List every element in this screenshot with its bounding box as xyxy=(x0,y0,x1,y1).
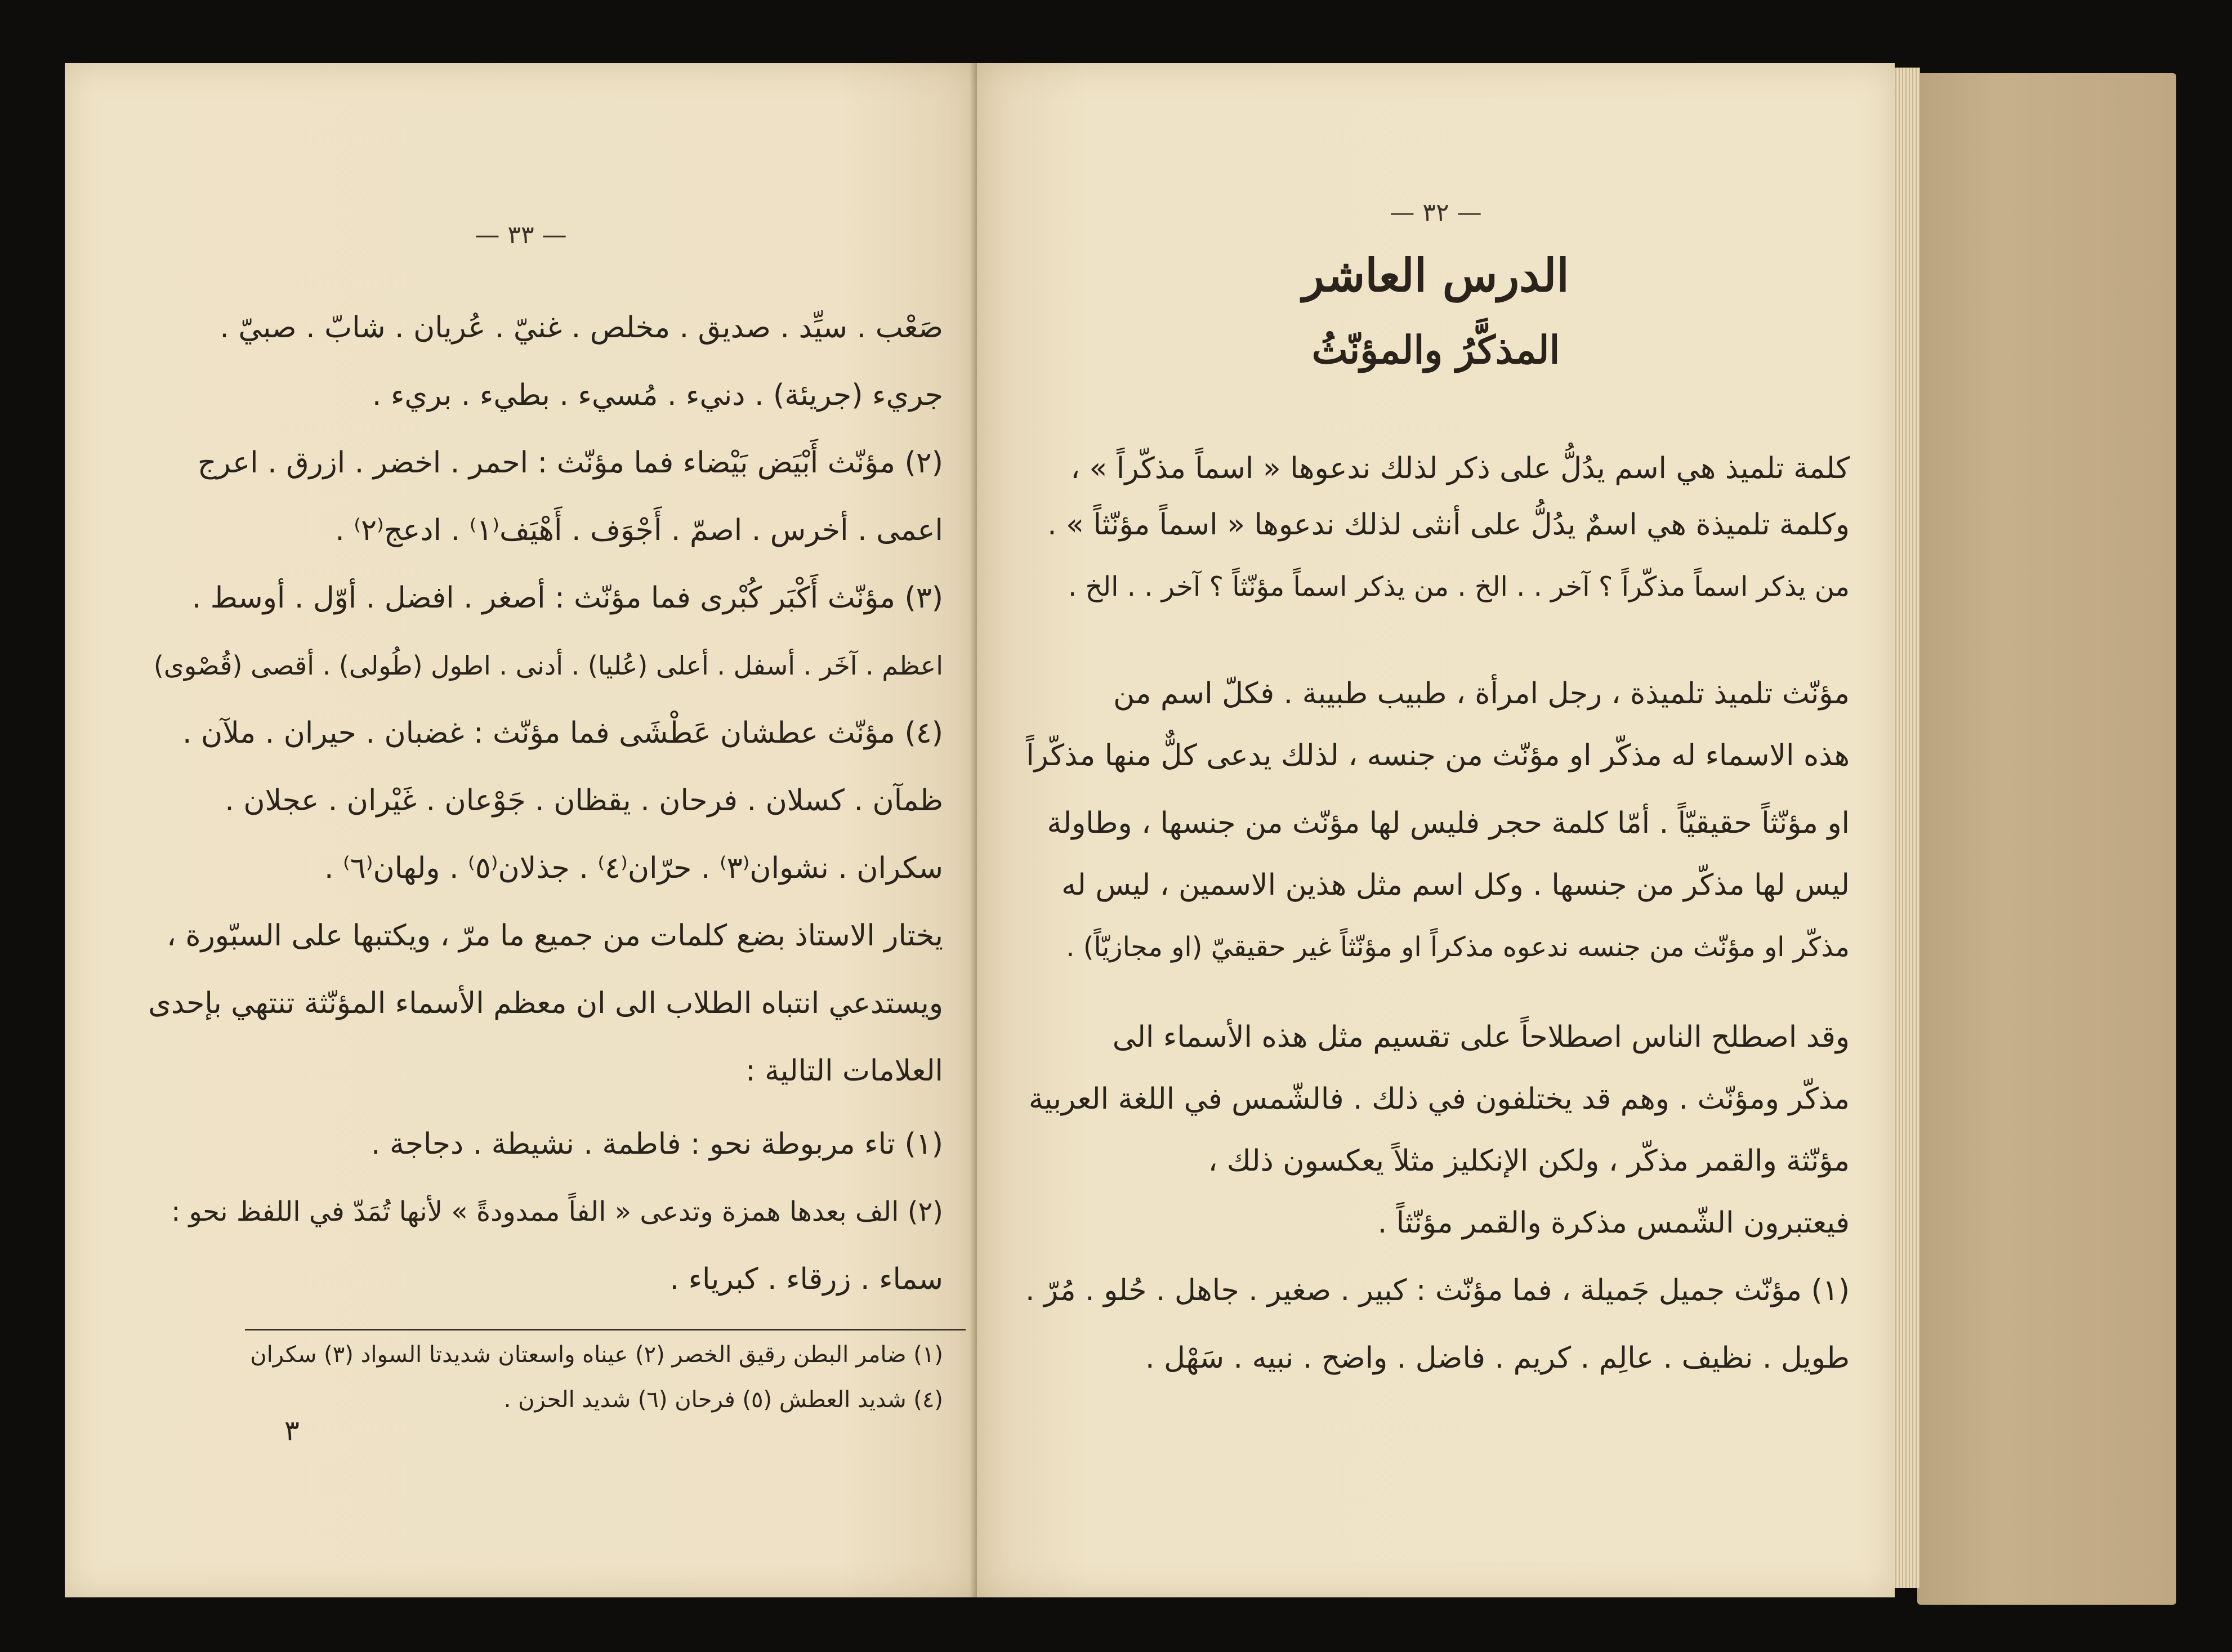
text-line: (١) تاء مربوطة نحو : فاطمة . نشيطة . دجاجة . xyxy=(370,1127,943,1161)
text-line: ظمآن . كسلان . فرحان . يقظان . جَوْعان . غَيْران . عجلان . xyxy=(225,784,943,818)
text-line: مؤنّثة والقمر مذكّر ، ولكن الإنكليز مثلاً يعكسون ذلك ، xyxy=(1208,1144,1850,1178)
text-line: اعمى . أخرس . اصمّ . أَجْوَف . أَهْيَف⁽١⁾ . ادعج⁽٢⁾ . xyxy=(335,514,943,547)
text-line: من يذكر اسماً مذكّراً ؟ آخر . . الخ . من يذكر اسماً مؤنّثاً ؟ آخر . . الخ . xyxy=(1068,571,1850,602)
text-line: مذكّر ومؤنّث . وهم قد يختلفون في ذلك . فالشّمس في اللغة العربية xyxy=(1028,1082,1850,1116)
text-line: (٢) الف بعدها همزة وتدعى « الفاً ممدودةً » لأنها تُمَدّ في اللفظ نحو : xyxy=(171,1196,943,1227)
text-line: او مؤنّثاً حقيقيّاً . أمّا كلمة حجر فليس لها مؤنّث من جنسها ، وطاولة xyxy=(1047,806,1850,840)
back-cover xyxy=(1917,73,2176,1605)
right-page xyxy=(977,63,1895,1597)
text-line: اعظم . آخَر . أسفل . أعلى (عُليا) . أدنى . اطول (طُولى) . أقصى (قُصْوى) xyxy=(153,650,943,681)
text-line: طويل . نظيف . عالِم . كريم . فاضل . واضح . نبيه . سَهْل . xyxy=(1145,1341,1850,1375)
left-page xyxy=(65,63,977,1597)
text-line: (٢) مؤنّث أَبْيَض بَيْضاء فما مؤنّث : احمر . اخضر . ازرق . اعرج xyxy=(197,446,943,480)
text-line: العلامات التالية : xyxy=(746,1054,943,1088)
text-line: يختار الاستاذ بضع كلمات من جميع ما مرّ ، ويكتبها على السبّورة ، xyxy=(167,919,943,953)
lesson-heading: الدرس العاشر xyxy=(1302,249,1569,302)
text-line: (٤) مؤنّث عطشان عَطْشَى فما مؤنّث : غضبان . حيران . ملآن . xyxy=(182,716,943,750)
page-number-right: — ٣٢ — xyxy=(1390,198,1482,227)
page-number-left: — ٣٣ — xyxy=(475,221,567,249)
footnote: (٤) شديد العطش (٥) فرحان (٦) شديد الحزن . xyxy=(503,1387,943,1413)
lesson-subheading: المذكَّرُ والمؤنّثُ xyxy=(1311,328,1560,373)
text-line: مؤنّث تلميذ تلميذة ، رجل امرأة ، طبيب طبيبة . فكلّ اسم من xyxy=(1113,677,1850,711)
text-line: سماء . زرقاء . كبرياء . xyxy=(669,1262,943,1296)
text-line: (٣) مؤنّث أَكْبَر كُبْرى فما مؤنّث : أصغر . افضل . أوّل . أوسط . xyxy=(191,581,943,615)
text-line: هذه الاسماء له مذكّر او مؤنّث من جنسه ، لذلك يدعى كلٌّ منها مذكّراً xyxy=(1026,739,1850,773)
text-line: سكران . نشوان⁽٣⁾ . حرّان⁽٤⁾ . جذلان⁽٥⁾ . ولهان⁽٦⁾ . xyxy=(324,851,943,885)
text-line: كلمة تلميذ هي اسم يدُلُّ على ذكر لذلك ندعوها « اسماً مذكّراً » ، xyxy=(1070,452,1850,485)
text-line: ويستدعي انتباه الطلاب الى ان معظم الأسماء المؤنّثة تنتهي بإحدى xyxy=(148,986,943,1020)
text-line: وقد اصطلح الناس اصطلاحاً على تقسيم مثل هذه الأسماء الى xyxy=(1112,1020,1850,1054)
text-line: (١) مؤنّث جميل جَميلة ، فما مؤنّث : كبير . صغير . جاهل . حُلو . مُرّ . xyxy=(1025,1274,1850,1307)
text-line: فيعتبرون الشّمس مذكرة والقمر مؤنّثاً . xyxy=(1377,1206,1850,1240)
text-line: جريء (جريئة) . دنيء . مُسيء . بطيء . بريء . xyxy=(372,378,943,412)
sheet-number: ٣ xyxy=(284,1414,300,1447)
footnote-rule xyxy=(245,1329,966,1330)
text-line: مذكّر او مؤنّث من جنسه ندعوه مذكراً او مؤنّثاً غير حقيقيّ (او مجازيّاً) . xyxy=(1066,931,1850,963)
text-line: وكلمة تلميذة هي اسمٌ يدُلُّ على أنثى لذلك ندعوها « اسماً مؤنّثاً » . xyxy=(1047,508,1850,542)
text-line: صَعْب . سيِّد . صديق . مخلص . غنيّ . عُريان . شابّ . صبيّ . xyxy=(220,311,943,345)
footnote: (١) ضامر البطن رقيق الخصر (٢) عيناه واسعتان شديدتا السواد (٣) سكران xyxy=(250,1342,943,1368)
text-line: ليس لها مذكّر من جنسها . وكل اسم مثل هذين الاسمين ، ليس له xyxy=(1061,868,1850,902)
